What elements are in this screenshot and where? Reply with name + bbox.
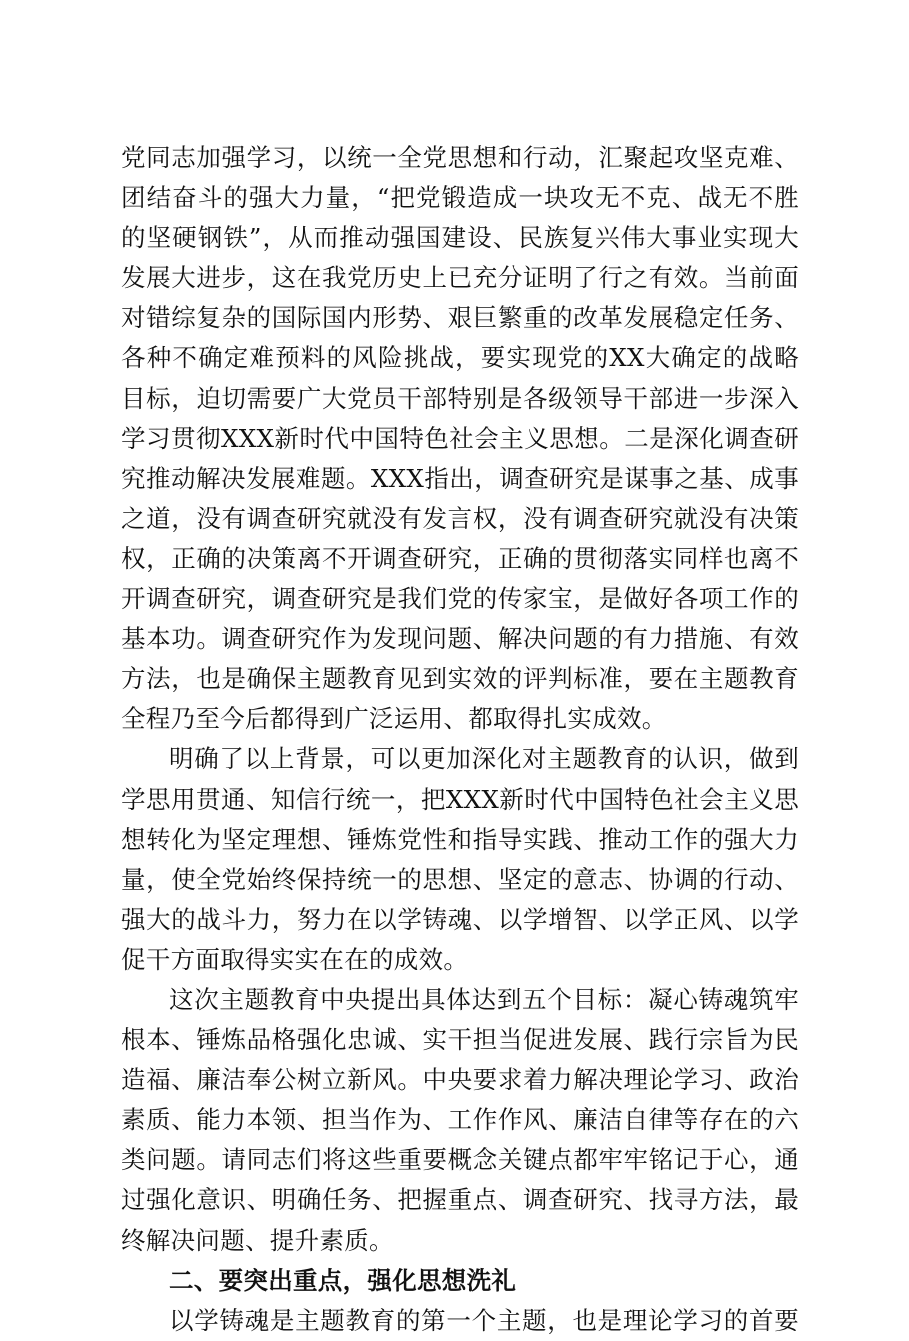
text-line: 全程乃至今后都得到广泛运用、都取得扎实成效。 (121, 704, 667, 734)
text-line: 以学铸魂是主题教育的第一个主题，也是理论学习的首要 (169, 1305, 799, 1335)
text-line: 根本、锤炼品格强化忠诚、实干担当促进发展、践行宗旨为民 (121, 1025, 799, 1055)
text-line: 发展大进步，这在我党历史上已充分证明了行之有效。当前面 (121, 263, 799, 293)
text-line: 量，使全党始终保持统一的思想、坚定的意志、协调的行动、 (121, 864, 799, 894)
text-line: 素质、能力本领、担当作为、工作作风、廉洁自律等存在的六 (121, 1105, 799, 1135)
text-line: 开调查研究，调查研究是我们党的传家宝，是做好各项工作的 (121, 584, 799, 614)
text-line: 类问题。请同志们将这些重要概念关键点都牢牢铭记于心，通 (121, 1145, 799, 1175)
text-line: 过强化意识、明确任务、把握重点、调查研究、找寻方法，最 (121, 1185, 799, 1215)
text-line: 想转化为坚定理想、锤炼党性和指导实践、推动工作的强大力 (121, 824, 799, 854)
text-line: 明确了以上背景，可以更加深化对主题教育的认识，做到 (169, 744, 799, 774)
text-line: 各种不确定难预料的风险挑战，要实现党的XX大确定的战略 (121, 343, 799, 373)
section-heading: 二、要突出重点，强化思想洗礼 (169, 1265, 517, 1295)
text-line: 团结奋斗的强大力量，“把党锻造成一块攻无不克、战无不胜 (121, 183, 799, 213)
text-line: 究推动解决发展难题。XXX指出，调查研究是谋事之基、成事 (121, 463, 799, 493)
text-line: 造福、廉洁奉公树立新风。中央要求着力解决理论学习、政治 (121, 1065, 799, 1095)
text-line: 促干方面取得实实在在的成效。 (121, 944, 469, 974)
text-line: 目标，迫切需要广大党员干部特别是各级领导干部进一步深入 (121, 383, 799, 413)
text-line: 基本功。调查研究作为发现问题、解决问题的有力措施、有效 (121, 624, 799, 654)
text-line: 对错综复杂的国际国内形势、艰巨繁重的改革发展稳定任务、 (121, 303, 799, 333)
body-text (121, 138, 799, 1341)
text-line: 党同志加强学习，以统一全党思想和行动，汇聚起攻坚克难、 (121, 143, 799, 172)
text-line: 终解决问题、提升素质。 (121, 1225, 394, 1255)
text-line: 之道，没有调查研究就没有发言权，没有调查研究就没有决策 (121, 503, 799, 533)
text-line: 方法，也是确保主题教育见到实效的评判标准，要在主题教育 (121, 664, 799, 694)
text-line: 的坚硬钢铁”，从而推动强国建设、民族复兴伟大事业实现大 (121, 223, 799, 253)
text-line: 学思用贯通、知信行统一，把XXX新时代中国特色社会主义思 (121, 784, 799, 814)
text-line: 学习贯彻XXX新时代中国特色社会主义思想。二是深化调查研 (121, 423, 799, 453)
text-line: 这次主题教育中央提出具体达到五个目标：凝心铸魂筑牢 (169, 984, 799, 1014)
text-line: 权，正确的决策离不开调查研究，正确的贯彻落实同样也离不 (121, 543, 799, 573)
text-line: 强大的战斗力，努力在以学铸魂、以学增智、以学正风、以学 (121, 904, 799, 934)
